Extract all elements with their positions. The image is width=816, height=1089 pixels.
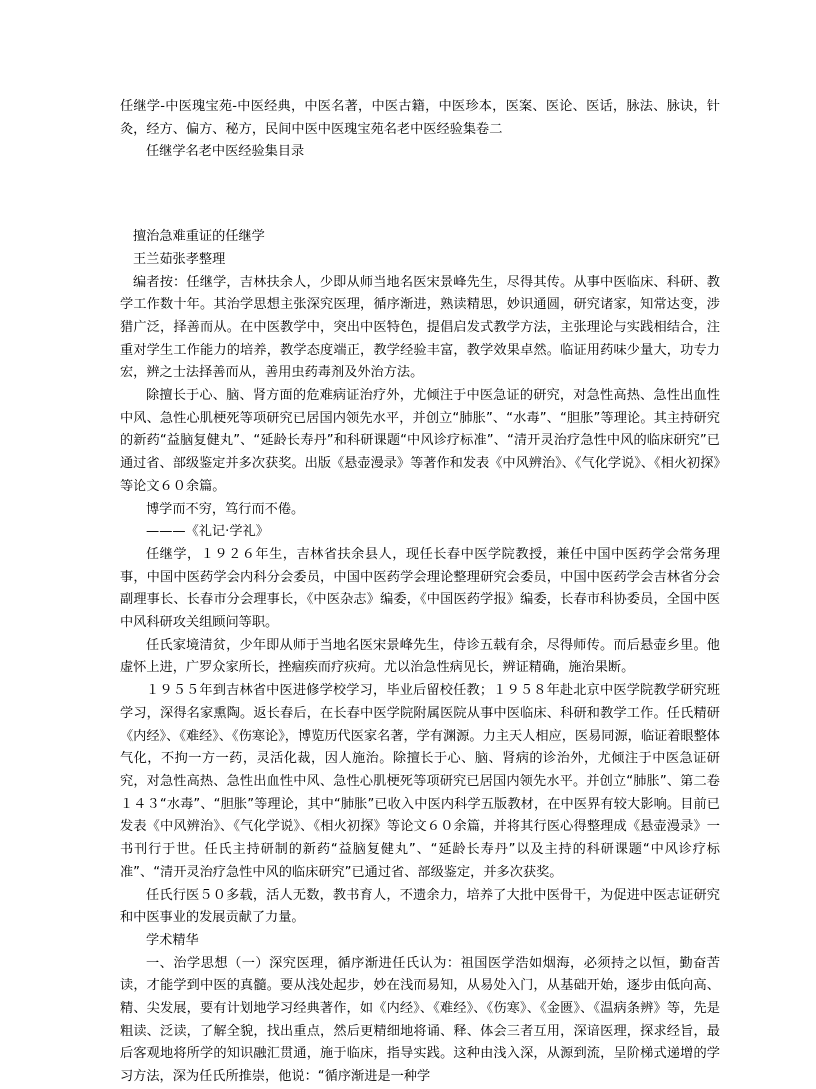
section-title: 擅治急难重证的任继学 xyxy=(133,229,265,245)
subsection-title: 学术精华 xyxy=(146,932,199,948)
authors-line: 王兰茹张孝整理 xyxy=(133,251,226,267)
paragraph: 任氏行医５０多载，活人无数，教书育人，不遗余力，培养了大批中医骨干，为促进中医志证研究和中医事业的发展贡献了力量。 xyxy=(120,887,720,926)
header-line: 任继学-中医瑰宝苑-中医经典，中医名著，中医古籍，中医珍本，医案、医论、医话，脉法、脉诀，针灸，经方、偏方、秘方，民间中医中医瑰宝苑名老中医经验集卷二 xyxy=(120,99,720,137)
paragraph: 编者按：任继学，吉林扶余人，少即从师当地名医宋景峰先生，尽得其传。从事中医临床、科研、教学工作数十年。其治学思想主张深究医理，循序渐进，熟读精思，妙识通圆，研究诸家，知常达变，涉猎广泛，择善而从。在中医教学中，突出中医特色，提倡启发式教学方法，主张理论与实践相结合，注重对学生工作能力的培养，教学态度端正，教学经验丰富，教学效果卓然。临证用药味少量大，功专力宏，辨之士法择善而从，善用虫药毒剂及外治方法。 xyxy=(120,274,720,381)
spacer xyxy=(120,164,720,226)
paragraph: ———《礼记·学礼》 xyxy=(146,524,269,540)
paragraph: 任氏家境清贫，少年即从师于当地名医宋景峰先生，侍诊五载有余，尽得师传。而后悬壶乡里。他虚怀上进，广罗众家所长，挫痼疾而疗疢疴。尤以治急性病见长，辨证精确，施治果断。 xyxy=(120,637,720,676)
paragraph: 博学而不穷，笃行而不倦。 xyxy=(146,501,305,517)
paragraph: 任继学，１９２６年生，吉林省扶余县人，现任长春中医学院教授，兼任中国中医药学会常务理事，中国中医药学会内科分会委员，中国中医药学会理论整理研究会委员，中国中医药学会吉林省分会副理事长、长春市分会理事长，《中医杂志》编委，《中国医药学报》编委，长春市科协委员，全国中医中风科研攻关组顾问等职。 xyxy=(120,546,720,631)
paragraph: 除擅长于心、脑、肾方面的危难病证治疗外，尤倾注于中医急证的研究，对急性高热、急性出血性中风、急性心肌梗死等项研究已居国内领先水平，并创立“肺胀”、“水毒”、“胆胀”等理论。其主持研究的新药“益脑复健丸”、“延龄长寿丹”和科研课题“中风诊疗标准”、“清开灵治疗急性中风的临床研究”已通过省、部级鉴定并多次获奖。出版《悬壶漫录》等著作和发表《中风辨治》、《气化学说》、《相火初探》等论文６０余篇。 xyxy=(120,388,720,494)
paragraph: 一、治学思想（一）深究医理，循序渐进任氏认为：祖国医学浩如烟海，必须持之以恒，勤奋苦读，才能学到中医的真髓。要从浅处起步，妙在浅而易知，从易处入门，从基础开始，逐步由低向高、精、尖发展，要有计划地学习经典著作，如《内经》、《难经》、《伤寒》、《金匮》、《温病条辨》等，先是粗读、泛读，了解全貌，找出重点，然后更精细地将诵、释、体会三者互用，深谙医理，探求经旨，最后客观地将所学的知识融汇贯通，施于临床，指导实践。这种由浅入深，从源到流，呈阶梯式递增的学习方法，深为任氏所推崇，他说：“循序渐进是一种学 xyxy=(120,955,720,1085)
paragraph: １９５５年到吉林省中医进修学校学习，毕业后留校任教；１９５８年赴北京中医学院教学研究班学习，深得名家熏陶。返长春后，在长春中医学院附属医院从事中医临床、科研和教学工作。任氏精研《内经》、《难经》、《伤寒论》，博览历代医家名著，学有渊源。力主天人相应，医易同源，临证着眼整体气化，不拘一方一药，灵活化裁，因人施治。除擅长于心、脑、肾病的诊治外，尤倾注于中医急证研究，对急性高热、急性出血性中风、急性心肌梗死等项研究已居国内领先水平。并创立“肺胀”、第二卷１４３“水毒”、“胆胀”等理论，其中“肺胀”已收入中医内科学五版教材，在中医界有较大影响。目前已发表《中风辨治》、《气化学说》、《相火初探》等论文６０余篇，并将其行医心得整理成《悬壶漫录》一书刊行于世。任氏主持研制的新药“益脑复健丸”、“延龄长寿丹”以及主持的科研课题“中风诊疗标准”、“清开灵治疗急性中风的临床研究”已通过省、部级鉴定，并多次获奖。 xyxy=(120,683,720,880)
toc-line: 任继学名老中医经验集目录 xyxy=(146,144,305,160)
document-body xyxy=(120,96,720,1089)
